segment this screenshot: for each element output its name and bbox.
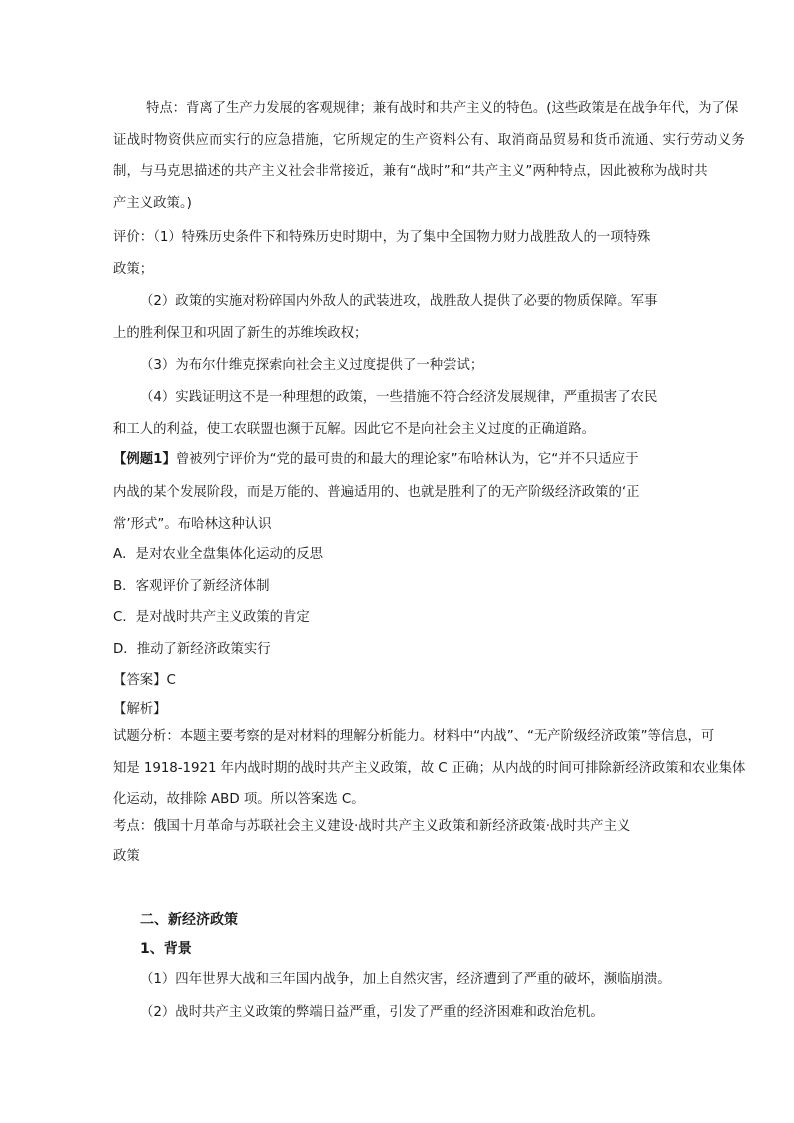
- example-line: [113, 451, 639, 469]
- section-heading: 二、新经济政策: [140, 912, 238, 928]
- example-tag: 【例题1】: [113, 452, 176, 467]
- option-c: C．是对战时共产主义政策的肯定: [113, 610, 310, 625]
- text-line: （2）政策的实施对粉碎国内外敌人的武装进攻，战胜敌人提供了必要的物质保障。军事: [140, 294, 658, 309]
- text-line: 试题分析：本题主要考察的是对材料的理解分析能力。材料中“内战”、“无产阶级经济政策”等信息，可: [113, 729, 715, 744]
- text-line: 上的胜利保卫和巩固了新生的苏维埃政权；: [113, 326, 368, 341]
- text-line: （3）为布尔什维克探索向社会主义过度提供了一种尝试；: [140, 358, 484, 373]
- subsection-heading: 1、背景: [140, 941, 192, 957]
- text-line: 特点：背离了生产力发展的客观规律；兼有战时和共产主义的特色。(这些政策是在战争年代，为了保: [146, 101, 739, 116]
- answer-line: 【答案】C: [113, 673, 176, 688]
- knowledge-point: 考点：俄国十月革命与苏联社会主义建设·战时共产主义政策和新经济政策·战时共产主义: [113, 819, 631, 834]
- text-line: 产主义政策。): [113, 196, 192, 211]
- analysis-tag: 【解析】: [113, 702, 167, 717]
- option-a: A．是对农业全盘集体化运动的反思: [113, 547, 324, 562]
- text-line: （2）战时共产主义政策的弊端日益严重，引发了严重的经济困难和政治危机。: [140, 1005, 604, 1020]
- text-line: 政策；: [113, 262, 154, 277]
- text-line: 常’形式”。布哈林这种认识: [113, 517, 272, 532]
- text-line: 和工人的利益，使工农联盟也濒于瓦解。因此它不是向社会主义过度的正确道路。: [113, 422, 596, 437]
- text-line: 制，与马克思描述的共产主义社会非常接近，兼有“战时”和“共产主义”两种特点，因此被称为战时共: [113, 164, 708, 179]
- knowledge-point: 政策: [113, 849, 140, 864]
- text-line: 证战时物资供应而实行的应急措施，它所规定的生产资料公有、取消商品贸易和货币流通、实行劳动义务: [113, 133, 746, 148]
- text-line: 评价：（1）特殊历史条件下和特殊历史时期中，为了集中全国物力财力战胜敌人的一项特殊: [113, 230, 651, 245]
- text-line: 知是 1918-1921 年内战时期的战时共产主义政策，故 C 正确；从内战的时间可排除新经济政策和农业集体: [113, 761, 746, 776]
- text-line: 内战的某个发展阶段，而是万能的、普遍适用的、也就是胜利了的无产阶级经济政策的‘正: [113, 485, 640, 500]
- option-d: D．推动了新经济政策实行: [113, 642, 271, 657]
- text-line: 化运动，故排除 ABD 项。所以答案选 C。: [113, 792, 365, 807]
- text-line: （1）四年世界大战和三年国内战争，加上自然灾害，经济遭到了严重的破坏，濒临崩溃。: [140, 972, 671, 987]
- option-b: B．客观评价了新经济体制: [113, 579, 270, 594]
- text-line: （4）实践证明这不是一种理想的政策，一些措施不符合经济发展规律，严重损害了农民: [140, 390, 658, 405]
- example-text: 曾被列宁评价为“党的最可贵的和最大的理论家”布哈林认为，它“并不只适应于: [175, 452, 639, 467]
